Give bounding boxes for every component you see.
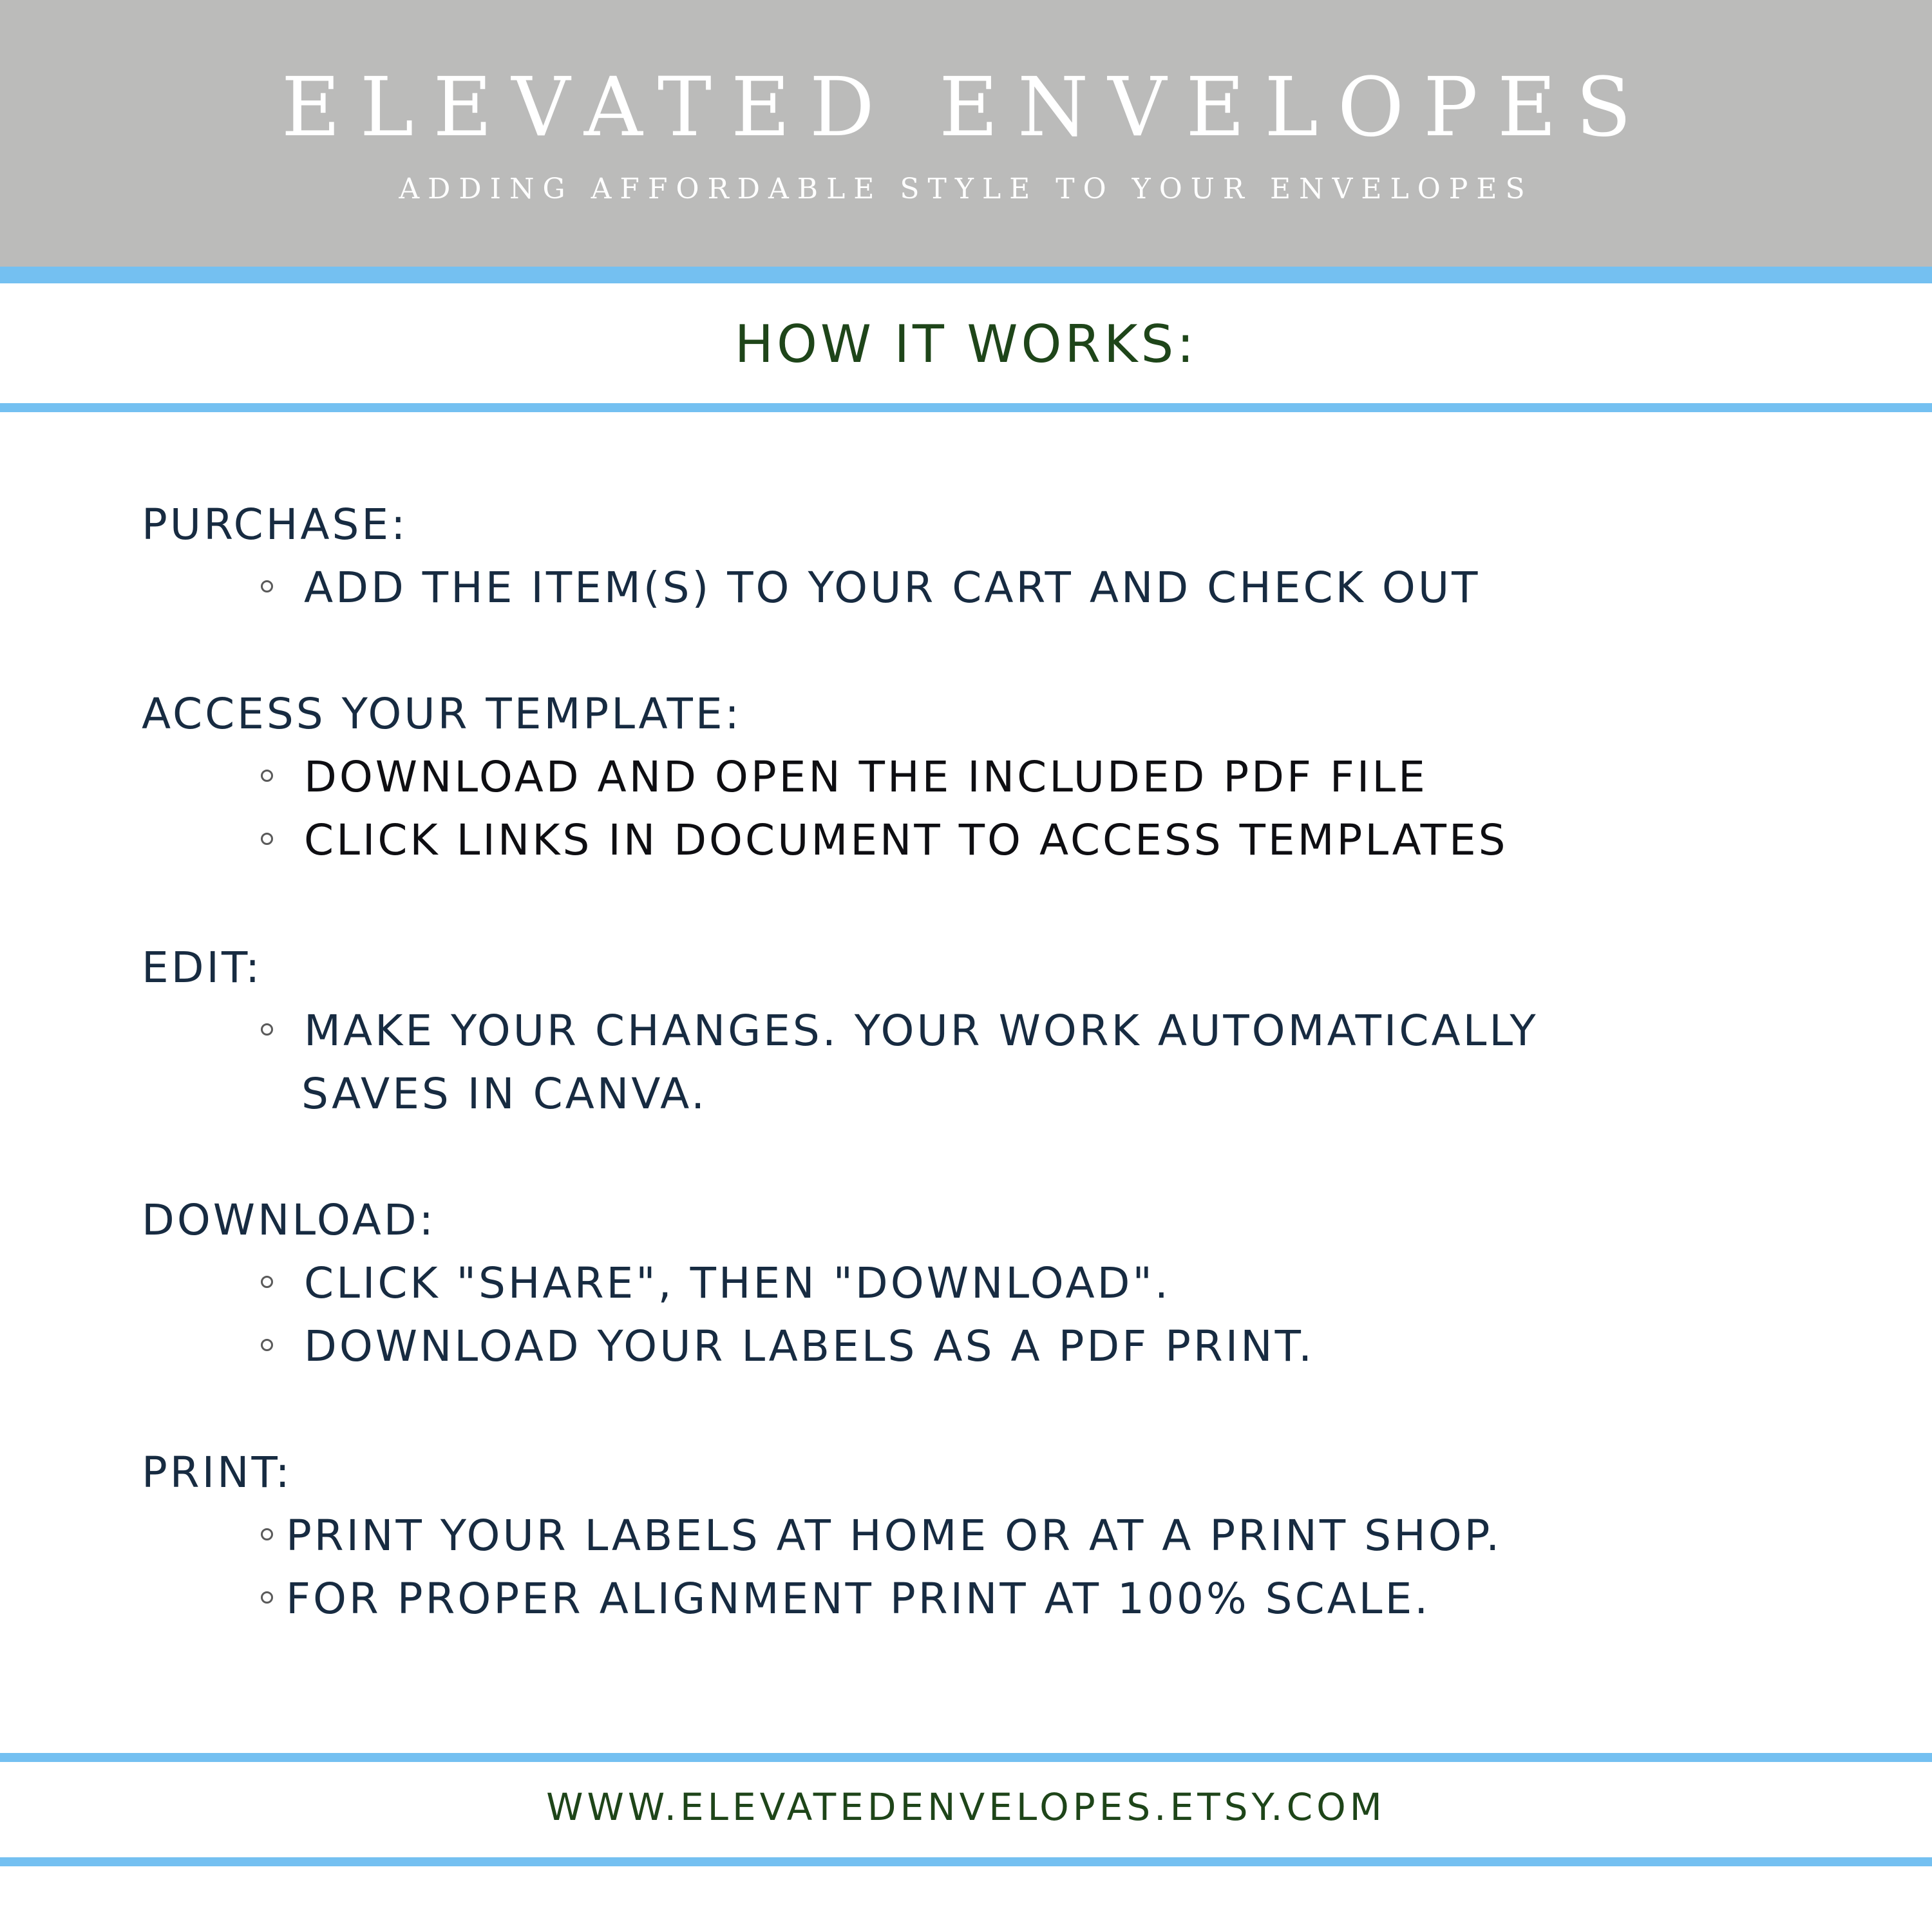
list-item-text: DOWNLOAD AND OPEN THE INCLUDED PDF FILE xyxy=(304,752,1428,802)
list-item xyxy=(261,1255,1171,1312)
footer-shop-url: WWW.ELEVATEDENVELOPES.ETSY.COM xyxy=(546,1785,1386,1829)
bullet-circle-icon xyxy=(261,770,273,782)
header-banner xyxy=(0,0,1932,267)
bullet-circle-icon xyxy=(261,1023,273,1036)
bullet-circle-icon xyxy=(261,1276,273,1288)
bullet-circle-icon xyxy=(261,1339,273,1351)
list-item-text: MAKE YOUR CHANGES. YOUR WORK AUTOMATICALLY xyxy=(304,1006,1539,1056)
list-item-text: CLICK LINKS IN DOCUMENT TO ACCESS TEMPLATES xyxy=(304,815,1508,865)
list-item xyxy=(261,1002,1539,1060)
brand-title: ELEVATED ENVELOPES xyxy=(281,60,1651,155)
list-item-text: FOR PROPER ALIGNMENT PRINT AT 100% SCALE. xyxy=(286,1574,1431,1624)
bullet-circle-icon xyxy=(261,1528,273,1540)
step-title-access: ACCESS YOUR TEMPLATE: xyxy=(142,689,742,739)
list-item xyxy=(261,1318,1314,1376)
list-item xyxy=(261,748,1428,806)
list-item xyxy=(261,811,1508,869)
list-item xyxy=(261,1570,1430,1628)
bullet-circle-icon xyxy=(261,833,273,845)
list-item-text: PRINT YOUR LABELS AT HOME OR AT A PRINT SHOP. xyxy=(286,1511,1502,1560)
footer-divider-bottom xyxy=(0,1857,1932,1866)
header-divider xyxy=(0,267,1932,283)
section-divider xyxy=(0,403,1932,412)
list-item-continuation: SAVES IN CANVA. xyxy=(301,1069,708,1119)
footer-divider-top xyxy=(0,1753,1932,1762)
list-item xyxy=(261,559,1480,617)
bullet-circle-icon xyxy=(261,580,273,592)
list-item-text: ADD THE ITEM(S) TO YOUR CART AND CHECK OUT xyxy=(304,563,1481,612)
brand-tagline: ADDING AFFORDABLE STYLE TO YOUR ENVELOPES xyxy=(399,173,1533,205)
list-item-text: DOWNLOAD YOUR LABELS AS A PDF PRINT. xyxy=(304,1321,1315,1371)
bullet-circle-icon xyxy=(261,1591,273,1604)
step-title-print: PRINT: xyxy=(142,1448,292,1497)
section-heading: HOW IT WORKS: xyxy=(734,314,1198,374)
step-title-purchase: PURCHASE: xyxy=(142,500,408,549)
list-item xyxy=(261,1507,1502,1565)
list-item-text: CLICK "SHARE", THEN "DOWNLOAD". xyxy=(304,1258,1171,1308)
step-title-edit: EDIT: xyxy=(142,943,263,992)
step-title-download: DOWNLOAD: xyxy=(142,1195,436,1245)
